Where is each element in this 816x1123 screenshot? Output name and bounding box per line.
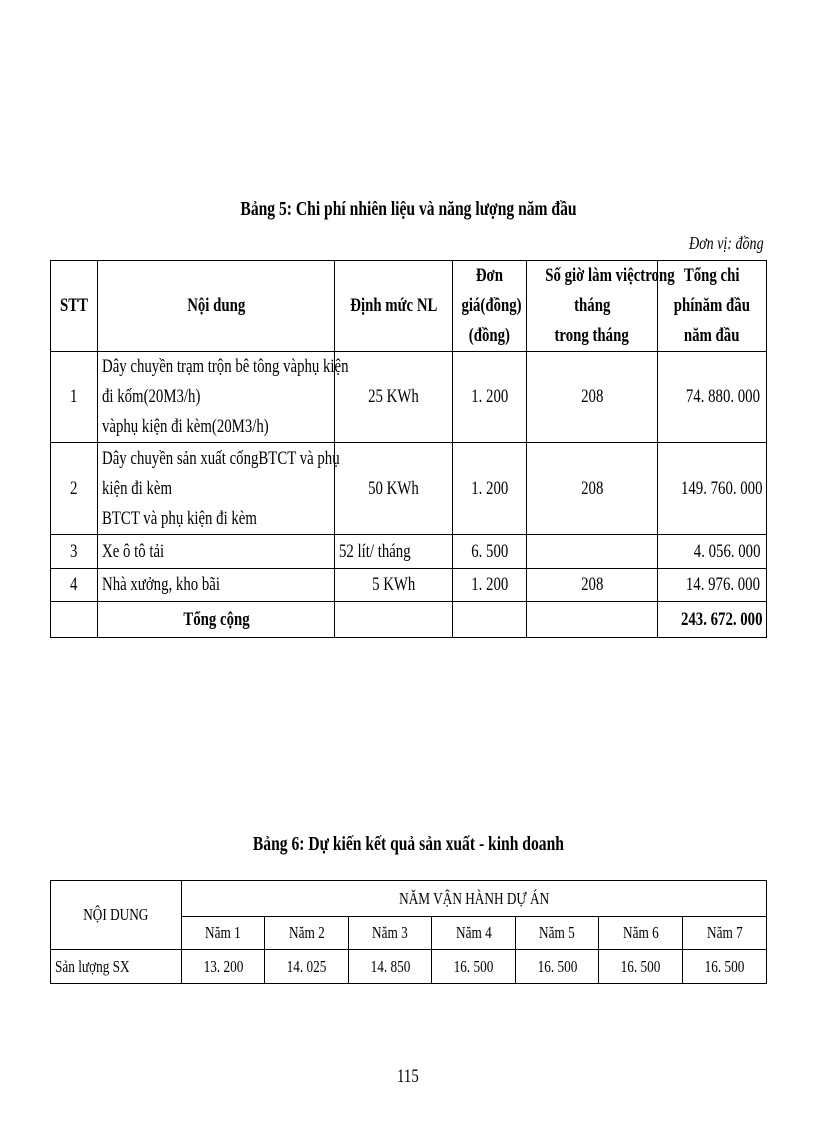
cell-noi-dung: Nhà xưởng, kho bãi <box>98 569 335 602</box>
year-header: Năm 7 <box>683 917 767 950</box>
cell-tong-chi: 149. 760. 000 <box>658 443 767 535</box>
table5-unit: Đơn vị: đồng <box>689 233 764 253</box>
table6 <box>50 880 767 984</box>
row-label: Sản lượng SX <box>51 950 182 984</box>
table6-title: Bảng 6: Dự kiến kết quả sản xuất - kinh doanh <box>252 833 564 855</box>
cell-dinh-muc: 50 KWh <box>335 443 453 535</box>
cell-don-gia: 6. 500 <box>453 535 527 569</box>
cell-stt: 1 <box>51 352 98 443</box>
cell-noi-dung: Dây chuyền trạm trộn bê tông vàphụ kiện đi kốm(20M3/h) vàphụ kiện đi kèm(20M3/h) <box>98 352 335 443</box>
cell-value: 16. 500 <box>516 950 599 984</box>
table-row <box>51 569 767 602</box>
table-row <box>51 950 767 984</box>
table5-header-row <box>51 261 767 352</box>
cell-value: 14. 025 <box>265 950 349 984</box>
cell-stt: 3 <box>51 535 98 569</box>
cell-don-gia <box>453 602 527 638</box>
table-row <box>51 443 767 535</box>
cell-value: 13. 200 <box>182 950 265 984</box>
cell-value: 16. 500 <box>599 950 683 984</box>
cell-so-gio: 208 <box>527 352 658 443</box>
cell-don-gia: 1. 200 <box>453 569 527 602</box>
year-header: Năm 1 <box>182 917 265 950</box>
cell-value: 14. 850 <box>349 950 432 984</box>
cell-tong-chi: 74. 880. 000 <box>658 352 767 443</box>
table5-title: Bảng 5: Chi phí nhiên liệu và năng lượng năm đầu <box>239 198 577 220</box>
cell-value: 16. 500 <box>432 950 516 984</box>
cell-so-gio: 208 <box>527 569 658 602</box>
table6-group-row <box>51 881 767 917</box>
table5 <box>50 260 767 638</box>
table-row <box>51 535 767 569</box>
header-stt: STT <box>51 261 98 352</box>
cell-so-gio <box>527 602 658 638</box>
cell-so-gio <box>527 535 658 569</box>
cell-don-gia: 1. 200 <box>453 352 527 443</box>
total-label: Tổng cộng <box>98 602 335 638</box>
cell-dinh-muc: 52 lít/ tháng <box>335 535 453 569</box>
header-don-gia: Đơn giá(đồng) (đồng) <box>453 261 527 352</box>
cell-tong-chi: 4. 056. 000 <box>658 535 767 569</box>
year-header: Năm 3 <box>349 917 432 950</box>
header-so-gio: Số giờ làm việctrong tháng trong tháng <box>527 261 658 352</box>
total-value: 243. 672. 000 <box>658 602 767 638</box>
header-noi-dung: NỘI DUNG <box>51 881 182 950</box>
cell-value: 16. 500 <box>683 950 767 984</box>
header-noi-dung: Nội dung <box>98 261 335 352</box>
cell-dinh-muc: 5 KWh <box>335 569 453 602</box>
cell-noi-dung: Xe ô tô tải <box>98 535 335 569</box>
header-nam-van-hanh: NĂM VẬN HÀNH DỰ ÁN <box>182 881 767 917</box>
cell-stt: 2 <box>51 443 98 535</box>
cell-so-gio: 208 <box>527 443 658 535</box>
cell-dinh-muc: 25 KWh <box>335 352 453 443</box>
cell-noi-dung: Dây chuyền sản xuất cốngBTCT và phụ kiện đi kèm BTCT và phụ kiện đi kèm <box>98 443 335 535</box>
cell-stt: 4 <box>51 569 98 602</box>
header-dinh-muc: Định mức NL <box>335 261 453 352</box>
cell-don-gia: 1. 200 <box>453 443 527 535</box>
year-header: Năm 5 <box>516 917 599 950</box>
cell-stt <box>51 602 98 638</box>
cell-dinh-muc <box>335 602 453 638</box>
header-tong-chi: Tổng chi phínăm đầu năm đầu <box>658 261 767 352</box>
year-header: Năm 2 <box>265 917 349 950</box>
page-number: 115 <box>397 1066 419 1087</box>
cell-tong-chi: 14. 976. 000 <box>658 569 767 602</box>
year-header: Năm 6 <box>599 917 683 950</box>
table-row <box>51 352 767 443</box>
year-header: Năm 4 <box>432 917 516 950</box>
table5-total-row <box>51 602 767 638</box>
